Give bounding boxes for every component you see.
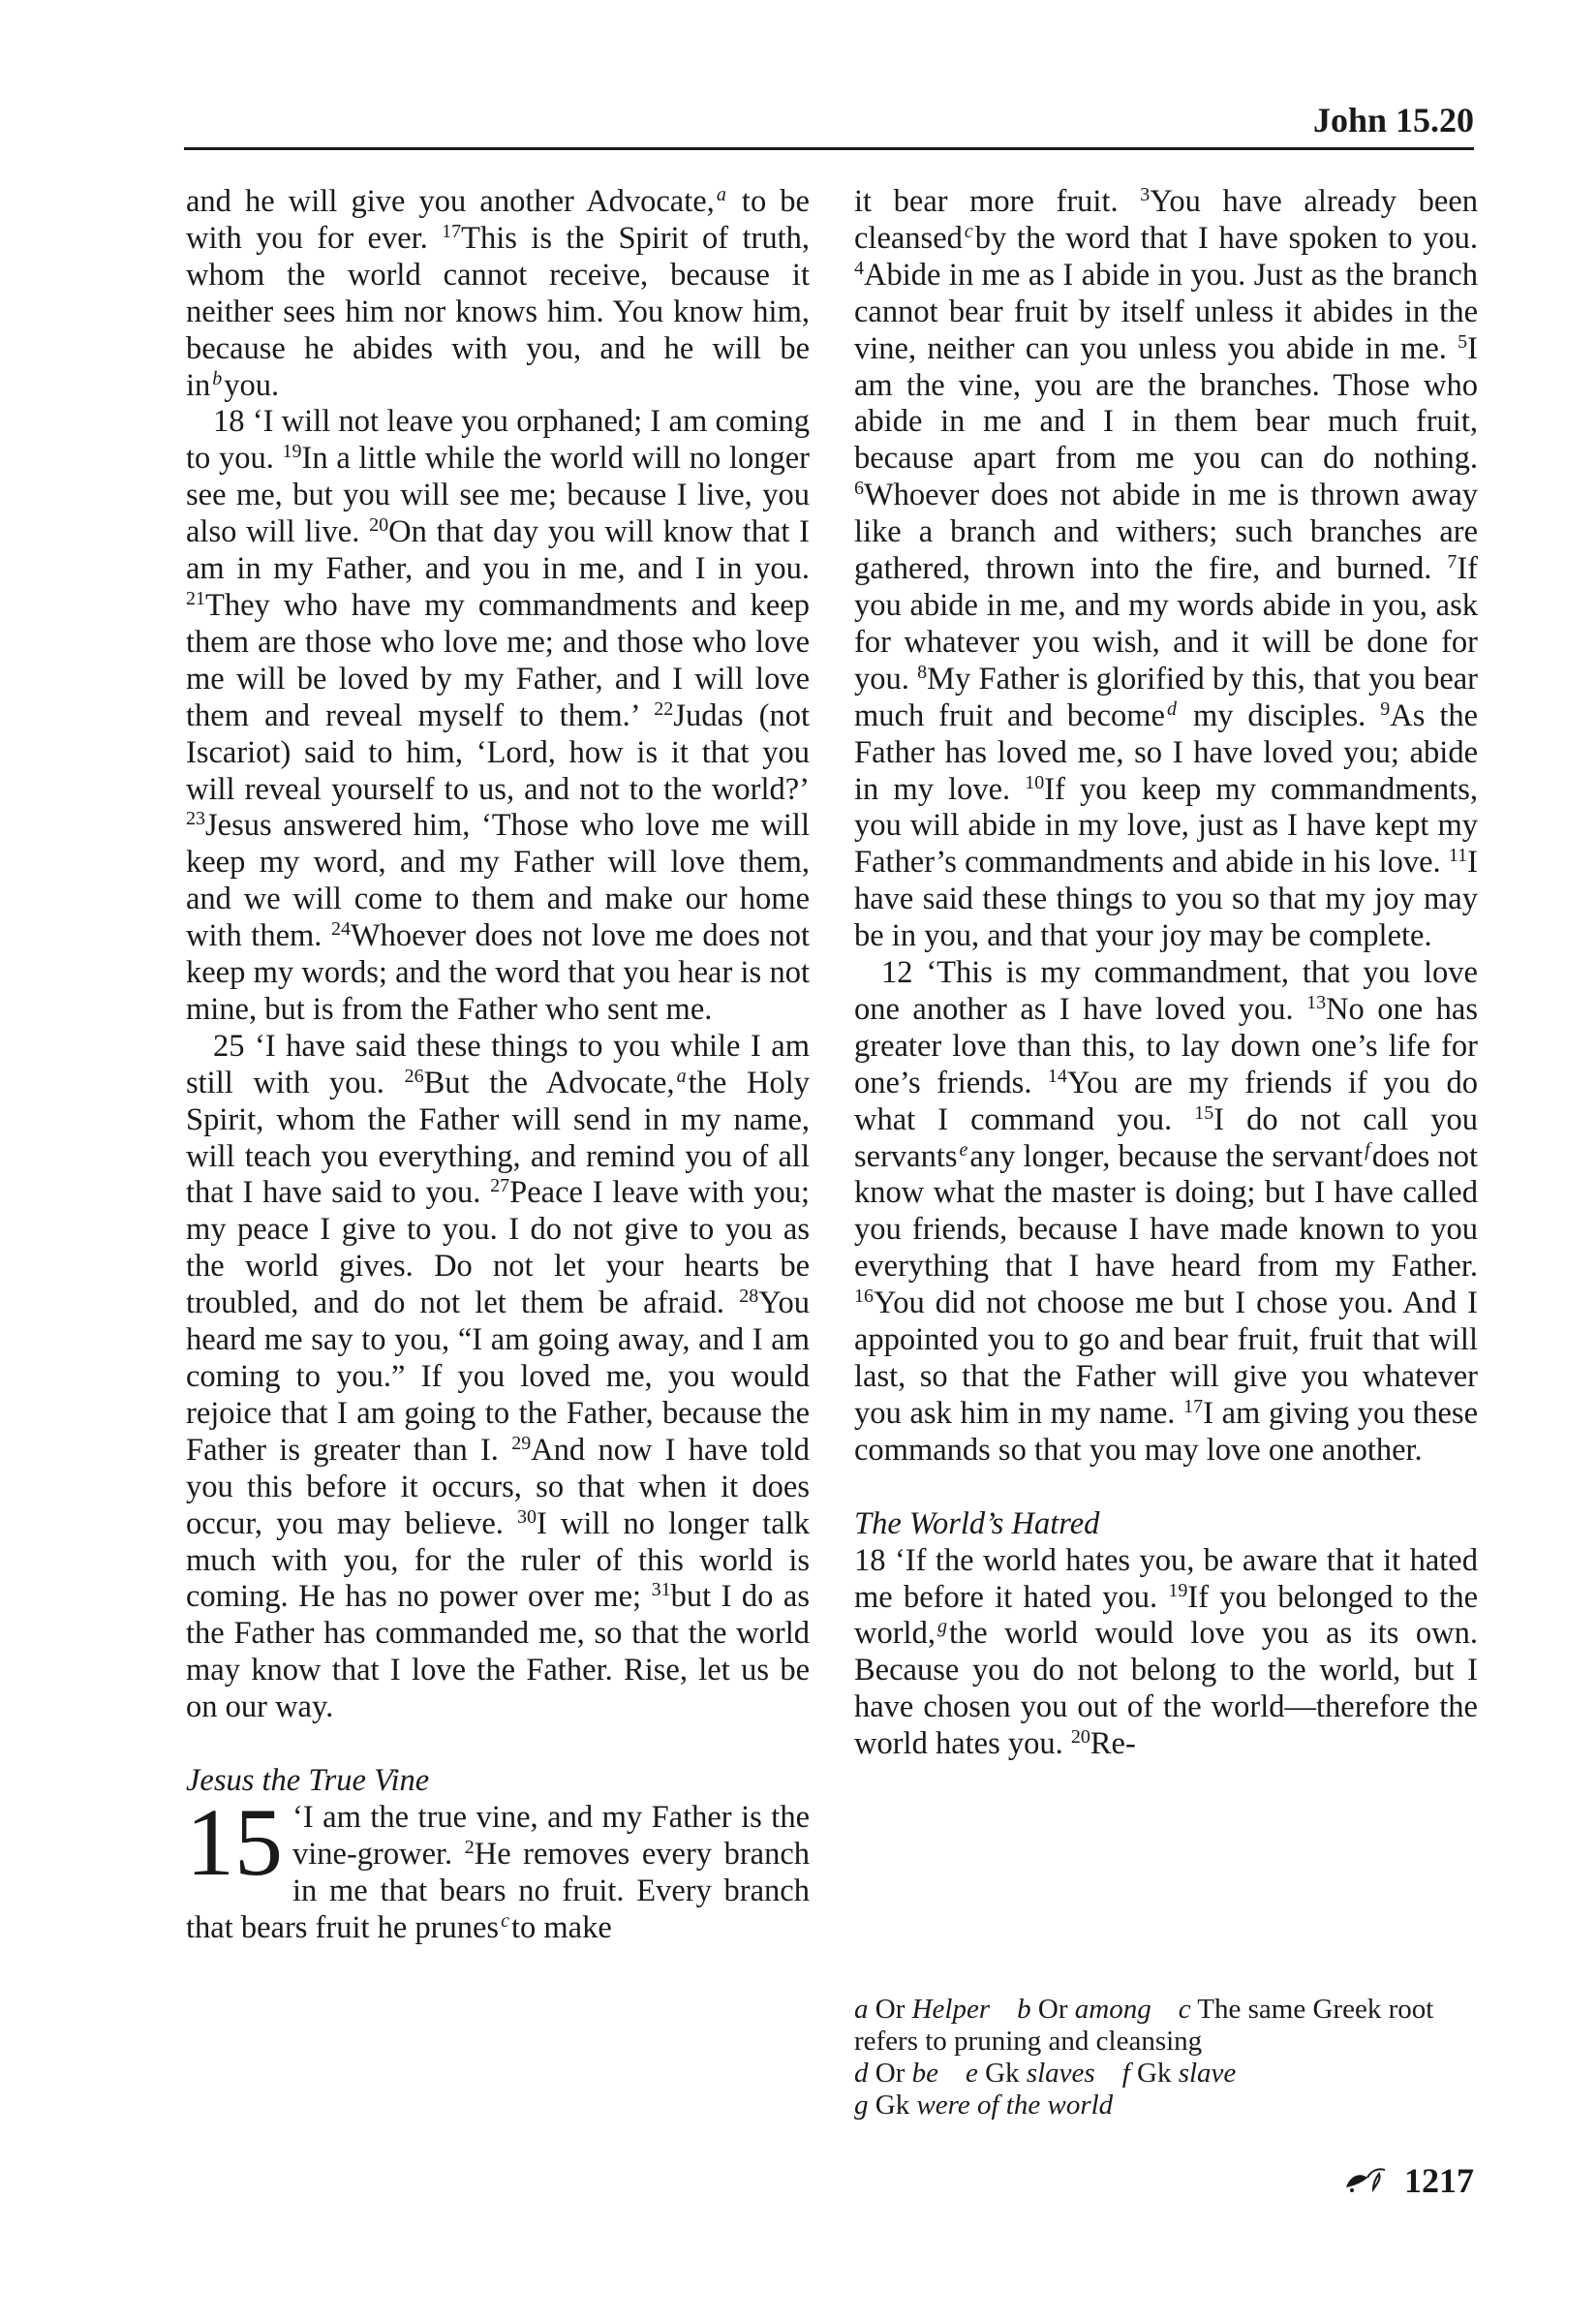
footnote-line — [854, 2090, 1474, 2122]
paragraph — [186, 1029, 810, 1726]
section-heading: The World’s Hatred — [854, 1505, 1100, 1541]
verse-number: 3 — [1140, 184, 1151, 205]
text-run: Gk — [977, 2058, 1027, 2089]
text-run: to make — [510, 1909, 612, 1945]
text-run: Judas (not Iscariot) said to him, ‘Lord, how is it that you will reveal yourself to us, and not to the world?’ — [186, 697, 810, 807]
verse-number: 22 — [654, 697, 674, 720]
paragraph — [854, 955, 1478, 1470]
text-run: the Holy Spirit, whom the Father will send in my name, will teach you everything, and remind you of all that I have said to you. — [186, 1065, 810, 1211]
verse-number: 19 — [282, 441, 302, 463]
verse-number: 23 — [186, 808, 205, 830]
text-run: Or — [868, 1994, 912, 2025]
text-run: I will no longer talk much with you, for the ruler of this world is coming. He has no power over me; — [186, 1505, 810, 1615]
text-run: does not know what the master is doing; but I have called you friends, because I have made known to you everything that I have heard from my Father. — [854, 1138, 1478, 1285]
footnote-marker: b — [212, 367, 223, 389]
verse-number: 31 — [651, 1579, 671, 1601]
verse-number: 15 — [1194, 1101, 1214, 1124]
italic-text: among — [1074, 1994, 1151, 2025]
text-run: and he will give you another Advocate, — [186, 184, 715, 219]
verse-number: 9 — [1380, 697, 1391, 720]
right-column — [854, 184, 1478, 1763]
footnote-marker: a — [676, 1065, 687, 1087]
text-run: Whoever does not love me does not keep my words; and the word that you hear is not mine, but is from the Father who sent me. — [186, 918, 811, 1027]
text-run: I do not call you servants — [854, 1101, 1478, 1174]
verse-number: 21 — [186, 587, 205, 609]
text-run: 12 ‘This is my commandment, that you love one another as I have loved you. — [854, 955, 1478, 1027]
paragraph — [854, 1543, 1478, 1763]
text-run: Gk — [1129, 2058, 1179, 2089]
text-run: my disciples. — [1179, 697, 1381, 733]
footnotes — [854, 1994, 1474, 2122]
text-run: the world would love you as its own. Because you do not belong to the world, but I have chosen you out of the world—therefore the world hates you. — [854, 1616, 1478, 1762]
page-header — [184, 97, 1474, 150]
text-run: Re- — [1090, 1726, 1136, 1762]
text-run: by the word that I have spoken to you. — [974, 220, 1478, 256]
footnote-marker: d — [1167, 697, 1177, 720]
italic-text: be — [911, 2058, 938, 2089]
text-run: The same Greek root refers to pruning and cleansing — [854, 1994, 1434, 2057]
text-run: I am giving you these commands so that you may love one another. — [854, 1395, 1478, 1468]
text-run: but I do as the Father has commanded me, so that the world may know that I love the Father. Rise, let us be on our way. — [186, 1579, 810, 1725]
verse-number: 26 — [404, 1065, 424, 1087]
verse-number: 19 — [1168, 1579, 1188, 1601]
text-run: As the Father has loved me, so I have loved you; abide in my love. — [854, 697, 1479, 807]
footnote-marker: a — [716, 184, 726, 205]
text-run: He removes every branch in me that bears no fruit. Every branch that bears fruit he prunes — [186, 1836, 810, 1945]
footnote-letter: g — [854, 2090, 869, 2121]
footnote-line — [854, 1994, 1474, 2058]
paragraph — [186, 184, 810, 404]
footnote-marker: g — [936, 1616, 947, 1638]
vine-ornament-icon — [1344, 2164, 1387, 2198]
verse-number: 17 — [1183, 1395, 1204, 1417]
text-run: Gk — [868, 2090, 917, 2121]
verse-number: 24 — [330, 918, 351, 941]
verse-number: 5 — [1458, 330, 1468, 353]
text-run: it bear more fruit. — [854, 184, 1141, 219]
text-run: If you abide in me, and my words abide in you, ask for whatever you wish, and it will be done for you. — [854, 551, 1478, 697]
text-run: Jesus answered him, ‘Those who love me will keep my word, and my Father will love them, and we will come to them and make our home with them. — [186, 808, 810, 954]
verse-number: 27 — [490, 1175, 510, 1197]
footnote-marker: f — [1365, 1138, 1370, 1161]
verse-number: 20 — [369, 514, 389, 537]
text-run: I have said these things to you so that my joy may be in you, and that your joy may be complete. — [854, 845, 1478, 954]
text-run: Or — [868, 2058, 912, 2089]
verse-number: 20 — [1070, 1726, 1090, 1749]
verse-number: 17 — [442, 220, 462, 242]
verse-number: 7 — [1447, 551, 1458, 573]
footnote-line — [854, 2058, 1474, 2090]
italic-text: slaves — [1026, 2058, 1095, 2089]
paragraph — [186, 404, 810, 1028]
text-run: to be with you for ever. — [186, 184, 810, 256]
footnote-marker: c — [964, 220, 973, 242]
footnote-marker: e — [959, 1138, 968, 1161]
text-run: Whoever does not abide in me is thrown away like a branch and withers; such branches are gathered, thrown into the fire, and burned. — [854, 478, 1478, 587]
verse-number: 10 — [1025, 771, 1045, 793]
text-run: This is the Spirit of truth, whom the world cannot receive, because it neither sees him nor knows him. You know him, because he abides with you, and he will be in — [186, 220, 810, 403]
verse-number: 11 — [1448, 845, 1468, 867]
text-run: But the Advocate, — [423, 1065, 675, 1100]
verse-number: 29 — [511, 1432, 532, 1454]
verse-number: 2 — [464, 1836, 475, 1858]
text-run: And now I have told you this before it occurs, so that when it does occur, you may believe. — [186, 1432, 810, 1541]
text-run: If you belonged to the world, — [854, 1579, 1478, 1652]
chapter-number: 15 — [186, 1787, 283, 1896]
footnote-letter: f — [1121, 2058, 1130, 2089]
text-run: They who have my commandments and keep them are those who love me; and those who love me will be loved by my Father, and I will love them and reveal myself to them.’ — [186, 587, 810, 733]
verse-number: 16 — [854, 1285, 874, 1308]
paragraph — [854, 184, 1478, 955]
footnote-letter: b — [1017, 1994, 1031, 2025]
chapter-opening-paragraph — [186, 1787, 810, 1947]
verse-number: 28 — [739, 1285, 759, 1308]
text-run: You did not choose me but I chose you. And I appointed you to go and bear fruit, fruit that will last, so that the Father will give you whatever you ask him in my name. — [854, 1285, 1478, 1431]
text-run: 18 ‘I will not leave you orphaned; I am coming to you. — [186, 404, 810, 477]
text-run: 25 ‘I have said these things to you while I am still with you. — [186, 1028, 810, 1100]
text-run: On that day you will know that I am in my Father, and you in me, and I in you. — [186, 514, 811, 587]
footnote-letter: c — [1178, 1994, 1191, 2025]
verse-number: 14 — [1047, 1065, 1067, 1087]
text-run: Peace I leave with you; my peace I give to you. I do not give to you as the world gives. Do not let your hearts be troubled, and do not let them be afraid. — [186, 1175, 810, 1321]
page-number: 1217 — [1404, 2161, 1474, 2200]
text-run: you. — [224, 367, 280, 403]
italic-text: were of the world — [916, 2090, 1114, 2121]
footnote-letter: d — [854, 2058, 869, 2089]
footnote-marker: c — [501, 1909, 509, 1932]
text-run: You heard me say to you, “I am going away, and I am coming to you.” If you loved me, you would rejoice that I am going to the Father, because the Father is greater than I. — [186, 1285, 810, 1468]
verse-number: 30 — [517, 1505, 537, 1528]
text-run: ‘I am the true vine, and my Father is the vine-grower. — [292, 1799, 810, 1872]
text-run: I am the vine, you are the branches. Those who abide in me and I in them bear much fruit, because apart from me you can do nothing. — [854, 330, 1478, 477]
page-footer — [1259, 2160, 1474, 2203]
text-run: If you keep my commandments, you will abide in my love, just as I have kept my Father’s commandments and abide in his love. — [854, 771, 1478, 881]
text-run: Or — [1030, 1994, 1075, 2025]
text-run: 18 ‘If the world hates you, be aware that it hated me before it hated you. — [854, 1542, 1478, 1615]
text-run: No one has greater love than this, to lay down one’s life for one’s friends. — [854, 991, 1479, 1100]
running-head: John 15.20 — [1312, 101, 1474, 139]
text-run: You are my friends if you do what I command you. — [854, 1065, 1478, 1137]
verse-number: 4 — [854, 257, 864, 279]
text-run: any longer, because the servant — [969, 1138, 1364, 1174]
verse-number: 8 — [917, 661, 928, 683]
text-run: You have already been cleansed — [854, 184, 1478, 256]
text-run: In a little while the world will no longer see me, but you will see me; because I live, you also will live. — [186, 441, 810, 550]
italic-text: slave — [1178, 2058, 1237, 2089]
footnote-letter: e — [965, 2058, 978, 2089]
footnote-letter: a — [854, 1994, 869, 2025]
verse-number: 6 — [854, 478, 864, 500]
text-run: Abide in me as I abide in you. Just as the branch cannot bear fruit by itself unless it abides in the vine, neither can you unless you abide in me. — [854, 257, 1478, 366]
left-column — [186, 184, 810, 1947]
section-heading: Jesus the True Vine — [186, 1763, 430, 1799]
text-run: My Father is glorified by this, that you bear much fruit and become — [854, 661, 1478, 733]
italic-text: Helper — [911, 1994, 991, 2025]
verse-number: 13 — [1306, 991, 1327, 1013]
